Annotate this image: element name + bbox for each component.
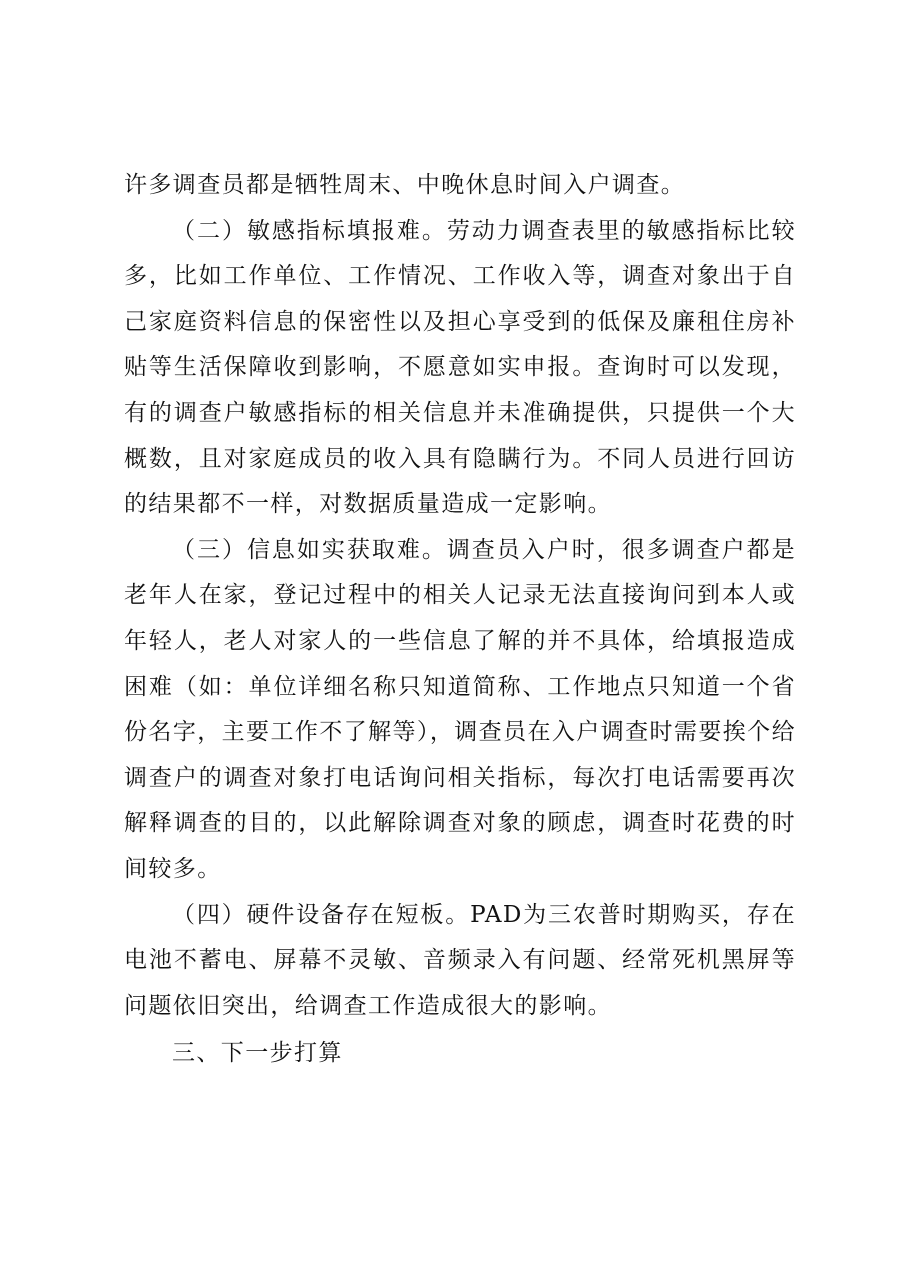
section-heading-next-steps: 三、下一步打算	[172, 1040, 343, 1067]
paragraph-information-acquisition: （三）信息如实获取难。调查员入户时，很多调查户都是老年人在家，登记过程中的相关人记录无法直接询问到本人或年轻人，老人对家人的一些信息了解的并不具体，给填报造成困难（如：单位详细名称只知道简称、工作地点只知道一个省份名字，主要工作不了解等），调查员在入户调查时需要挨个给调查户的调查对象打电话询问相关指标，每次打电话需要再次解释调查的目的，以此解除调查对象的顾虑，调查时花费的时间较多。	[124, 536, 796, 882]
paragraph-sensitive-indicators: （二）敏感指标填报难。劳动力调查表里的敏感指标比较多，比如工作单位、工作情况、工作收入等，调查对象出于自己家庭资料信息的保密性以及担心享受到的低保及廉租住房补贴等生活保障收到影响，不愿意如实申报。查询时可以发现，有的调查户敏感指标的相关信息并未准确提供，只提供一个大概数，且对家庭成员的收入具有隐瞒行为。不同人员进行回访的结果都不一样，对数据质量造成一定影响。	[124, 217, 796, 518]
paragraph-continuation: 许多调查员都是牺牲周末、中晚休息时间入户调查。	[124, 172, 686, 198]
paragraph-hardware-equipment: （四）硬件设备存在短板。PAD为三农普时期购买，存在电池不蓄电、屏幕不灵敏、音频录入有问题、经常死机黑屏等问题依旧突出，给调查工作造成很大的影响。	[124, 901, 796, 1019]
document-body	[124, 163, 796, 1077]
